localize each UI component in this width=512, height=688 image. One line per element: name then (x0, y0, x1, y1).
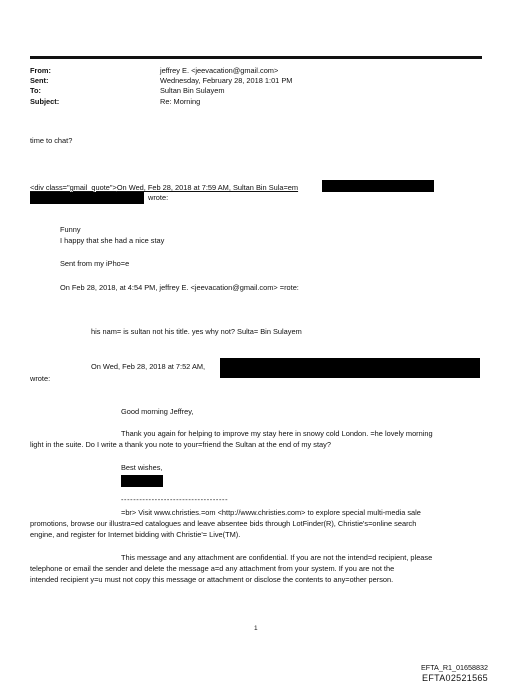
from-value: jeffrey E. <jeevacation@gmail.com> (160, 66, 279, 75)
to-value: Sultan Bin Sulayem (160, 86, 225, 96)
subject-value: Re: Morning (160, 96, 201, 106)
gmail-quote-prefix: <div class="gmail_quote"> (30, 183, 117, 192)
dashes-line: ----------------------------------- (121, 495, 229, 504)
redaction-box (30, 192, 144, 204)
confidential-line-1: This message and any attachment are confidential. If you are not the intend=d recipient, please (121, 553, 433, 562)
wrote-line: wrote: (148, 193, 169, 202)
on-feb28-line: On Feb 28, 2018, at 4:54 PM, jeffrey E. <jeevacation@gmail.com> =rote: (60, 283, 299, 292)
wrote-line-2: wrote: (30, 374, 51, 383)
confidential-line-2: telephone or email the sender and delete the message a=d any attachment from your system. If you are not the (30, 564, 395, 573)
sent-label: Sent: (30, 76, 49, 86)
visit-line-3: engine, and register for Internet bidding with Christie'= Live(TM). (30, 530, 241, 539)
redaction-box (121, 475, 163, 487)
to-label: To: (30, 86, 41, 96)
visit-line-2: promotions, browse our illustra=ed catalogues and leave absentee bids through LotFinder(R), Christie's=online search (30, 519, 417, 528)
confidential-line-3: intended recipient y=u must not copy this message or attachment or disclose the contents to any=other person. (30, 575, 394, 584)
thanks-line-1: Thank you again for helping to improve my stay here in snowy cold London. =he lovely morning (121, 429, 433, 438)
good-morning-line: Good morning Jeffrey, (121, 407, 194, 416)
redaction-box (322, 180, 434, 192)
gmail-quote-text: On Wed, Feb 28, 2018 at 7:59 AM, Sultan Bin Sula=em (116, 183, 299, 192)
thanks-line-2: light in the suite. Do I write a thank you note to your=friend the Sultan at the end of my stay? (30, 440, 331, 449)
subject-label: Subject: (30, 96, 60, 106)
opening-line: time to chat? (30, 136, 73, 145)
visit-line-1: =br> Visit www.christies.=om <http://www.christies.com> to explore special multi-media sale (121, 508, 421, 517)
gmail-quote-line (30, 183, 298, 192)
on-wed-752-line: On Wed, Feb 28, 2018 at 7:52 AM, (91, 362, 206, 371)
redaction-box (220, 358, 480, 378)
page-number: 1 (254, 625, 258, 632)
efta-reference-2: EFTA02521565 (422, 673, 488, 683)
best-wishes-line: Best wishes, (121, 463, 163, 472)
his-name-line: his nam= is sultan not his title. yes why not? Sulta= Bin Sulayem (91, 327, 302, 336)
header-rule (30, 56, 482, 59)
happy-line: I happy that she had a nice stay (60, 236, 165, 245)
efta-reference-1: EFTA_R1_01658832 (421, 663, 488, 672)
from-label: From: (30, 66, 51, 75)
sent-from-line: Sent from my iPho=e (60, 259, 130, 268)
sent-value: Wednesday, February 28, 2018 1:01 PM (160, 76, 293, 86)
funny-line: Funny (60, 225, 81, 234)
